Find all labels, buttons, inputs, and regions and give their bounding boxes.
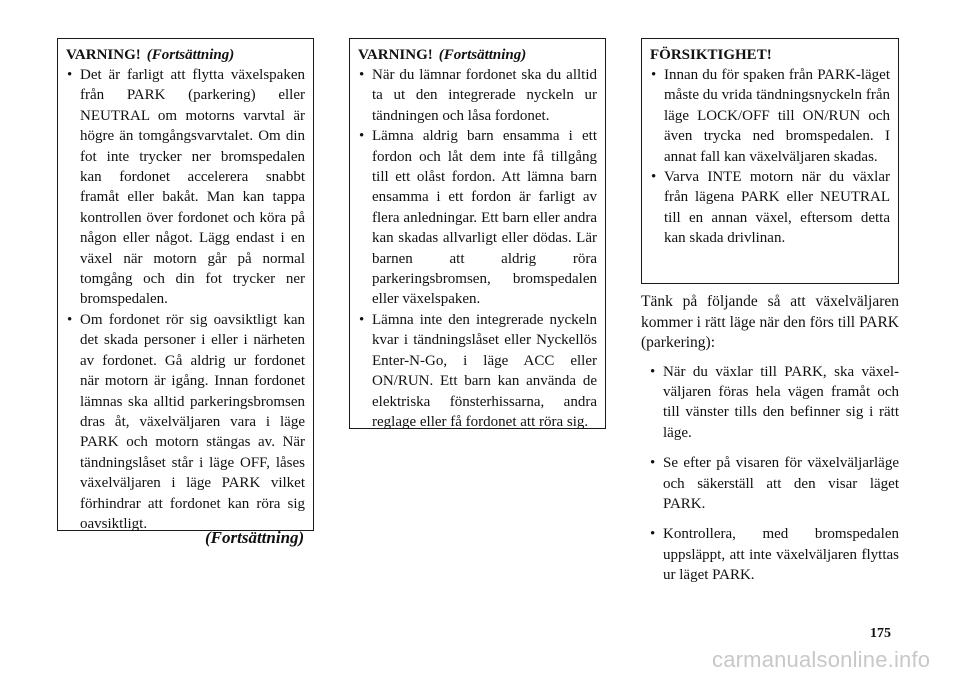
caution-list <box>650 65 890 249</box>
caution-title: FÖRSIKTIGHET! <box>650 47 772 63</box>
list-item: • Innan du för spaken från PARK-läget måste du vrida tändningsnyckeln från läge LOCK/OFF till ON/RUN och även trycka ned bromspedalen. I annat fall kan växelväljaren skadas. <box>650 65 890 167</box>
caution-box <box>641 38 899 284</box>
list-item: • Kontrollera, med bromspedalen uppsläppt, att inte växelväljaren flyttas ur läget PARK. <box>649 524 899 585</box>
list-item: • När du växlar till PARK, ska växelväljaren föras hela vägen framåt och till vänster tills den befinner sig i rätt läge. <box>649 362 899 444</box>
page-number: 175 <box>870 626 891 641</box>
list-item: • Lämna inte den integrerade nyckeln kvar i tändningslåset eller Nyckellös Enter-N-Go, i läge ACC eller ON/RUN. Ett barn kan använda de elektriska fönsterhissarna, andra reglage eller få fordonet att röra sig. <box>358 310 597 432</box>
list-item: • Lämna aldrig barn ensamma i ett fordon och låt dem inte få tillgång till ett olåst fordon. Att lämna barn ensamma i ett fordon är farligt av flera anledningar. Ett barn eller andra kan skadas allvarligt eller dödas. Lär barnen att aldrig röra parkeringsbromsen, bromspedalen eller växelspaken. <box>358 126 597 310</box>
intro-paragraph: Tänk på följande så att växelväljaren kommer i rätt läge när den förs till PARK (parkering): <box>641 293 899 351</box>
continued-footer: (Fortsättning) <box>205 528 305 547</box>
list-item: • Varva INTE motorn när du växlar från lägena PARK eller NEUTRAL till en annan växel, eftersom detta kan skada drivlinan. <box>650 167 890 249</box>
warning-list <box>66 65 305 534</box>
warning-label: VARNING! <box>358 47 433 63</box>
continued-label: (Fortsättning) <box>438 47 527 63</box>
warning-list <box>358 65 597 432</box>
warning-title <box>66 45 305 65</box>
watermark: carmanualsonline.info <box>712 647 931 672</box>
warning-box-1 <box>57 38 314 531</box>
list-item: • När du lämnar fordonet ska du alltid ta ut den integrerade nyckeln ur tändningen och låsa fordonet. <box>358 65 597 126</box>
continued-label: (Fortsättning) <box>146 47 235 63</box>
warning-label: VARNING! <box>66 47 141 63</box>
list-item: • Se efter på visaren för växelväljarläge och säkerställ att den visar läget PARK. <box>649 453 899 514</box>
list-item: • Det är farligt att flytta växelspaken från PARK (parkering) eller NEUTRAL om motorns varvtal är högre än tomgångsvarvtalet. Om din fot inte trycker ner bromspedalen kan fordonet accelerera snabbt framåt eller bakåt. Man kan tappa kontrollen över fordonet och köra på någon eller något. Lägg endast i en växel när motorn går på normal tomgång och din fot trycker ner bromspedalen. <box>66 65 305 310</box>
column-3 <box>641 38 899 586</box>
list-item: • Om fordonet rör sig oavsiktligt kan det skada personer i eller i närheten av fordonet. Gå aldrig ur fordonet när motorn är igång. Innan fordonet lämnas ska alltid parkeringsbromsen dras åt, växelväljaren vara i läge PARK och motorn stängas av. När tändningslåset står i läge OFF, låses växelväljaren i läge PARK vilket förhindrar att fordonet kan röra sig oavsiktligt. <box>66 310 305 534</box>
warning-title <box>358 45 597 65</box>
tips-list <box>641 362 899 586</box>
warning-box-2 <box>349 38 606 429</box>
